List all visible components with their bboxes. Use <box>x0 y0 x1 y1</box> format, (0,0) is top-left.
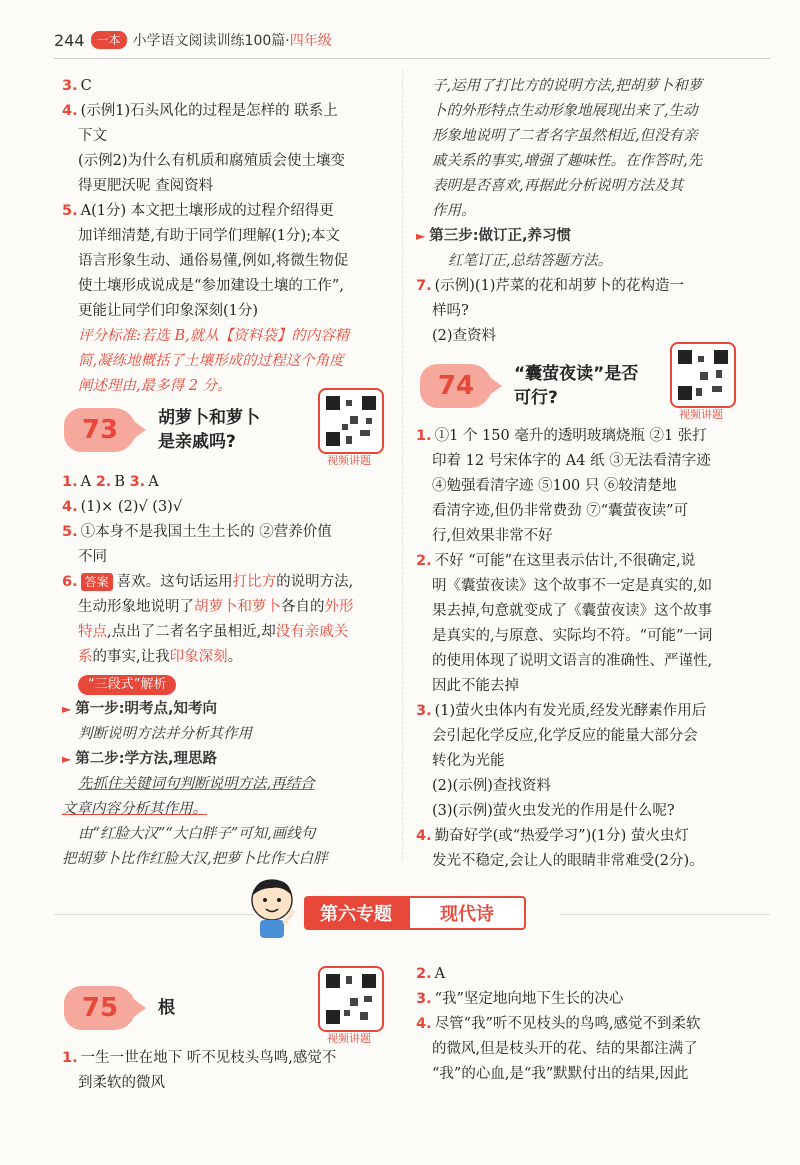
brand-logo: 一本 <box>91 31 127 49</box>
answer-line: 的微风,但是枝头开的花、结的果都注满了 <box>432 1041 698 1057</box>
explanation-line: 表明是否喜欢,再据此分析说明方法及其 <box>432 178 684 194</box>
answer-line: (2)查资料 <box>432 328 497 344</box>
explanation-line: 形象地说明了二者名字虽然相近,但没有亲 <box>432 128 698 144</box>
section-75-left <box>62 1046 392 1096</box>
answer-line: (示例2)为什么有机质和腐殖质会使土壤变 <box>78 153 346 169</box>
left-column-top <box>62 74 392 399</box>
scoring-note: 评分标准:若选 B,就从【资料袋】的内容精 <box>78 328 350 344</box>
explanation-line: 戚关系的事实,增强了趣味性。在作答时,先 <box>432 153 703 169</box>
grade-label: 四年级 <box>289 33 332 49</box>
answer-line: 到柔软的微风 <box>78 1075 165 1091</box>
answer-line: 果去掉,句意就变成了《囊萤夜读》这个故事 <box>432 603 713 619</box>
section-number-badge: 74 <box>420 364 492 408</box>
section-title: 胡萝卜和萝卜 是亲戚吗? <box>158 408 260 452</box>
answer-line: 行,但效果非常不好 <box>432 528 553 544</box>
answer-line: 得更肥沃呢 查阅资料 <box>78 178 214 194</box>
explanation-line: 由“红脸大汉”“大白胖子”可知,画线句 <box>78 826 316 842</box>
answer-line: 3. (1)萤火虫体内有发光质,经发光酵素作用后 <box>416 703 707 719</box>
qr-label: 视频讲题 <box>327 454 371 467</box>
explanation-line: 子,运用了打比方的说明方法,把胡萝卜和萝 <box>432 78 703 94</box>
analysis-tag: “三段式”解析 <box>78 675 176 695</box>
step-2: ► 第二步:学方法,理思路 <box>62 751 218 767</box>
answer-line: 语言形象生动、通俗易懂,例如,将微生物促 <box>78 253 349 269</box>
answer-line: “我”的心血,是“我”默默付出的结果,因此 <box>432 1066 689 1082</box>
answer-line: 发光不稳定,会让人的眼睛非常难受(2分)。 <box>432 853 704 869</box>
answer-line: 4. (1)× (2)√ (3)√ <box>62 499 183 515</box>
section-74-answers <box>416 424 776 874</box>
answer-line: 印着 12 号宋体字的 A4 纸 ③无法看清字迹 <box>432 453 711 469</box>
topic-number: 第六专题 <box>304 896 408 930</box>
answer-line: 1. 一生一世在地下 听不见枝头鸟鸣,感觉不 <box>62 1050 337 1066</box>
answer-line: 2. 不好 “可能”在这里表示估计,不很确定,说 <box>416 553 696 569</box>
banner-rule <box>560 914 770 915</box>
step-1-body: 判断说明方法并分析其作用 <box>78 726 252 742</box>
explanation-line: 把胡萝卜比作红脸大汉,把萝卜比作大白胖 <box>62 851 328 867</box>
answer-line: 因此不能去掉 <box>432 678 519 694</box>
page-header <box>54 28 332 52</box>
answer-line: (3)(示例)萤火虫发光的作用是什么呢? <box>432 803 675 819</box>
series-title: 小学语文阅读训练100篇·四年级 <box>132 33 332 49</box>
answer-line: 更能让同学们印象深刻(1分) <box>78 303 259 319</box>
step-2-body: 先抓住关键词句判断说明方法,再结合 <box>78 776 315 792</box>
answer-line: 系的事实,让我印象深刻。 <box>78 649 243 665</box>
analysis-tag-row <box>78 672 392 697</box>
header-divider <box>54 58 770 59</box>
answer-line: 下文 <box>78 128 107 144</box>
answer-line: 6. 答案 喜欢。这句话运用打比方的说明方法, <box>62 574 354 590</box>
answer-line: 明《囊萤夜读》这个故事不一定是真实的,如 <box>432 578 713 594</box>
section-title: 根 <box>158 998 175 1018</box>
answer-line: 特点,点出了二者名字虽相近,却没有亲戚关 <box>78 624 349 640</box>
answer-line: 3. “我”坚定地向地下生长的决心 <box>416 991 624 1007</box>
answer-line: 生动形象地说明了胡萝卜和萝卜各自的外形 <box>78 599 354 615</box>
qr-code[interactable] <box>318 388 384 454</box>
qr-label: 视频讲题 <box>327 1032 371 1045</box>
boy-mascot-icon <box>244 872 300 944</box>
step-2-body: 文章内容分析其作用。 <box>62 801 207 817</box>
step-1: ► 第一步:明考点,知考向 <box>62 701 218 717</box>
answer-line: 看清字迹,但仍非常费劲 ⑦“囊萤夜读”可 <box>432 503 689 519</box>
section-number-badge: 75 <box>64 986 136 1030</box>
answer-line: 4. 勤奋好学(或“热爱学习”)(1分) 萤火虫灯 <box>416 828 689 844</box>
qr-code[interactable] <box>318 966 384 1032</box>
section-title: “囊萤夜读”是否 可行? <box>514 364 639 408</box>
answer-line: 7. (示例)(1)芹菜的花和胡萝卜的花构造一 <box>416 278 684 294</box>
banner-rule <box>54 914 254 915</box>
section-75-heading <box>64 986 175 1030</box>
topic-title: 现代诗 <box>408 896 526 930</box>
answer-line: 1. ①1 个 150 毫升的透明玻璃烧瓶 ②1 张打 <box>416 428 707 444</box>
answer-line: (2)(示例)查找资料 <box>432 778 551 794</box>
answer-line: 2. A <box>416 966 446 982</box>
section-73-heading <box>64 406 260 454</box>
section-number-badge: 73 <box>64 408 136 452</box>
explanation-line: 作用。 <box>432 203 476 219</box>
page-number: 244 <box>54 30 85 50</box>
answer-line: 4. 尽管“我”听不见枝头的鸟鸣,感觉不到柔软 <box>416 1016 701 1032</box>
column-divider <box>402 70 403 860</box>
scoring-note: 阐述理由,最多得 2 分。 <box>78 378 232 394</box>
answer-line: 样吗? <box>432 303 469 319</box>
step-3-body: 红笔订正,总结答题方法。 <box>448 253 613 269</box>
answer-line: 会引起化学反应,化学反应的能量大部分会 <box>432 728 698 744</box>
answer-line: ④勉强看清字迹 ⑤100 只 ⑥较清楚地 <box>432 478 677 494</box>
answer-line: 5. ①本身不是我国土生土长的 ②营养价值 <box>62 524 332 540</box>
topic-banner <box>304 896 526 930</box>
answer-line: 的使用体现了说明文语言的准确性、严谨性, <box>432 653 713 669</box>
explanation-line: 卜的外形特点生动形象地展现出来了,生动 <box>432 103 698 119</box>
section-75-right <box>416 962 776 1087</box>
answer-line: 加详细清楚,有助于同学们理解(1分);本文 <box>78 228 341 244</box>
step-3: ► 第三步:做订正,养习惯 <box>416 228 572 244</box>
answer-line: 是真实的,与原意、实际均不符。“可能”一词 <box>432 628 713 644</box>
answer-line: 3. C <box>62 78 92 94</box>
answer-line: 4. (示例1)石头风化的过程是怎样的 联系上 <box>62 103 338 119</box>
answer-line: 转化为光能 <box>432 753 505 769</box>
scoring-note: 简,凝练地概括了土壤形成的过程这个角度 <box>78 353 344 369</box>
right-column-top <box>416 74 776 349</box>
answer-line: 不同 <box>78 549 107 565</box>
answer-line: 5. A(1分) 本文把土壤形成的过程介绍得更 <box>62 203 334 219</box>
answer-line: 使土壤形成说成是“参加建设土壤的工作”, <box>78 278 344 294</box>
answer-line: 1. A 2. B 3. A <box>62 474 159 490</box>
section-73-answers <box>62 470 392 872</box>
qr-code[interactable] <box>670 342 736 408</box>
qr-label: 视频讲题 <box>679 408 723 421</box>
section-74-heading <box>420 362 638 410</box>
